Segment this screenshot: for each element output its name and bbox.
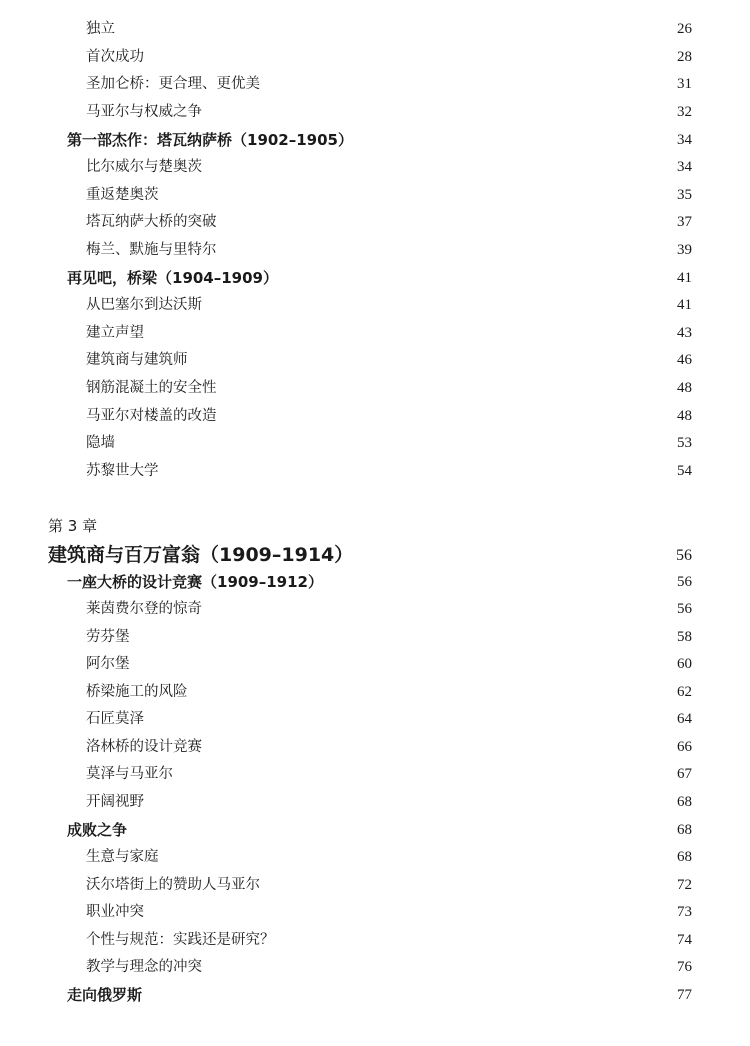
toc-entry-title: 钢筋混凝土的安全性 — [86, 380, 217, 396]
toc-entry-page: 68 — [677, 849, 692, 865]
toc-entry-title: 从巴塞尔到达沃斯 — [86, 297, 202, 313]
toc-entry-page: 46 — [677, 352, 692, 368]
toc-entry-page: 54 — [677, 463, 692, 479]
toc-section-page: 34 — [677, 132, 692, 148]
toc-entry-title: 洛林桥的设计竞赛 — [86, 739, 202, 755]
toc-entry-title: 石匠莫泽 — [86, 711, 144, 727]
toc-section — [0, 569, 750, 596]
toc-entry-page: 28 — [677, 49, 692, 65]
toc-entry — [0, 844, 750, 871]
chapter-title: 建筑商与百万富翁（1909–1914） — [48, 544, 354, 566]
toc-entry-title: 教学与理念的冲突 — [86, 959, 202, 975]
toc-entry-title: 桥梁施工的风险 — [86, 684, 188, 700]
toc-entry-page: 67 — [677, 766, 692, 782]
toc-section-title: 第一部杰作：塔瓦纳萨桥（1902–1905） — [67, 131, 353, 149]
toc-entry-title: 比尔威尔与楚奥茨 — [86, 159, 202, 175]
toc-entry — [0, 71, 750, 98]
toc-entry — [0, 403, 750, 430]
toc-entry-page: 64 — [677, 711, 692, 727]
toc-entry-title: 苏黎世大学 — [86, 463, 159, 479]
toc-entry-title: 职业冲突 — [86, 904, 144, 920]
toc-entry-page: 26 — [677, 21, 692, 37]
toc-entry-title: 开阔视野 — [86, 794, 144, 810]
toc-entry-page: 68 — [677, 794, 692, 810]
toc-entry-page: 60 — [677, 656, 692, 672]
toc-entry-title: 重返楚奥茨 — [86, 187, 159, 203]
toc-entry — [0, 761, 750, 788]
toc-entry — [0, 624, 750, 651]
toc-section-page: 68 — [677, 822, 692, 838]
toc-section-title: 一座大桥的设计竞赛（1909–1912） — [67, 573, 323, 591]
toc-entry-title: 建筑商与建筑师 — [86, 352, 188, 368]
toc-entry-page: 35 — [677, 187, 692, 203]
toc-entry-page: 72 — [677, 877, 692, 893]
toc-entry-title: 塔瓦纳萨大桥的突破 — [86, 214, 217, 230]
toc-entry — [0, 320, 750, 347]
toc-entry — [0, 154, 750, 181]
toc-entry-page: 76 — [677, 959, 692, 975]
toc-entry — [0, 872, 750, 899]
toc-entry — [0, 209, 750, 236]
toc-entry-page: 37 — [677, 214, 692, 230]
toc-entry-page: 62 — [677, 684, 692, 700]
toc-entry-page: 66 — [677, 739, 692, 755]
toc-entry-title: 个性与规范：实践还是研究？ — [86, 932, 275, 948]
toc-entry-page: 73 — [677, 904, 692, 920]
toc-entry-title: 马亚尔与权威之争 — [86, 104, 202, 120]
toc-entry-page: 74 — [677, 932, 692, 948]
toc-entry-page: 34 — [677, 159, 692, 175]
toc-entry — [0, 430, 750, 457]
toc-section-title: 走向俄罗斯 — [67, 986, 143, 1004]
toc-entry — [0, 679, 750, 706]
toc-entry — [0, 16, 750, 43]
toc-section — [0, 127, 750, 154]
toc-entry-page: 48 — [677, 380, 692, 396]
toc-entry — [0, 458, 750, 485]
toc-section — [0, 982, 750, 1009]
toc-entry-title: 马亚尔对楼盖的改造 — [86, 408, 217, 424]
toc-entry-title: 独立 — [86, 21, 115, 37]
toc-entry — [0, 927, 750, 954]
chapter-number — [0, 513, 750, 540]
toc-entry — [0, 954, 750, 981]
toc-section — [0, 817, 750, 844]
toc-entry — [0, 99, 750, 126]
toc-entry-page: 39 — [677, 242, 692, 258]
toc-entry-title: 建立声望 — [86, 325, 144, 341]
toc-entry — [0, 706, 750, 733]
toc-entry-title: 生意与家庭 — [86, 849, 159, 865]
toc-entry-title: 隐墙 — [86, 435, 115, 451]
toc-entry-title: 莫泽与马亚尔 — [86, 766, 173, 782]
toc-entry-title: 莱茵费尔登的惊奇 — [86, 601, 202, 617]
toc-entry — [0, 789, 750, 816]
toc-entry-page: 58 — [677, 629, 692, 645]
toc-entry-page: 53 — [677, 435, 692, 451]
toc-entry — [0, 44, 750, 71]
toc-entry — [0, 347, 750, 374]
toc-entry — [0, 596, 750, 623]
toc-section-page: 41 — [677, 270, 692, 286]
toc-section-page: 77 — [677, 987, 692, 1003]
toc-entry — [0, 292, 750, 319]
toc-entry-title: 梅兰、默施与里特尔 — [86, 242, 217, 258]
chapter-heading — [0, 542, 750, 569]
toc-entry-page: 31 — [677, 76, 692, 92]
toc-section-page: 56 — [677, 574, 692, 590]
toc-entry-page: 32 — [677, 104, 692, 120]
toc-entry-title: 圣加仑桥：更合理、更优美 — [86, 76, 260, 92]
chapter-page: 56 — [676, 547, 692, 564]
toc-entry-page: 41 — [677, 297, 692, 313]
toc-entry — [0, 375, 750, 402]
toc-entry-page: 56 — [677, 601, 692, 617]
toc-entry — [0, 899, 750, 926]
toc-entry-page: 43 — [677, 325, 692, 341]
toc-entry-title: 沃尔塔街上的赞助人马亚尔 — [86, 877, 260, 893]
chapter-number-label: 第 3 章 — [48, 517, 98, 535]
toc-entry — [0, 651, 750, 678]
toc-entry — [0, 734, 750, 761]
toc-entry-title: 首次成功 — [86, 49, 144, 65]
toc-entry-title: 劳芬堡 — [86, 629, 130, 645]
toc-entry-page: 48 — [677, 408, 692, 424]
toc-section-title: 成败之争 — [67, 821, 128, 839]
toc-section-title: 再见吧，桥梁（1904–1909） — [67, 269, 278, 287]
toc-entry — [0, 237, 750, 264]
toc-section — [0, 265, 750, 292]
toc-entry — [0, 182, 750, 209]
toc-entry-title: 阿尔堡 — [86, 656, 130, 672]
